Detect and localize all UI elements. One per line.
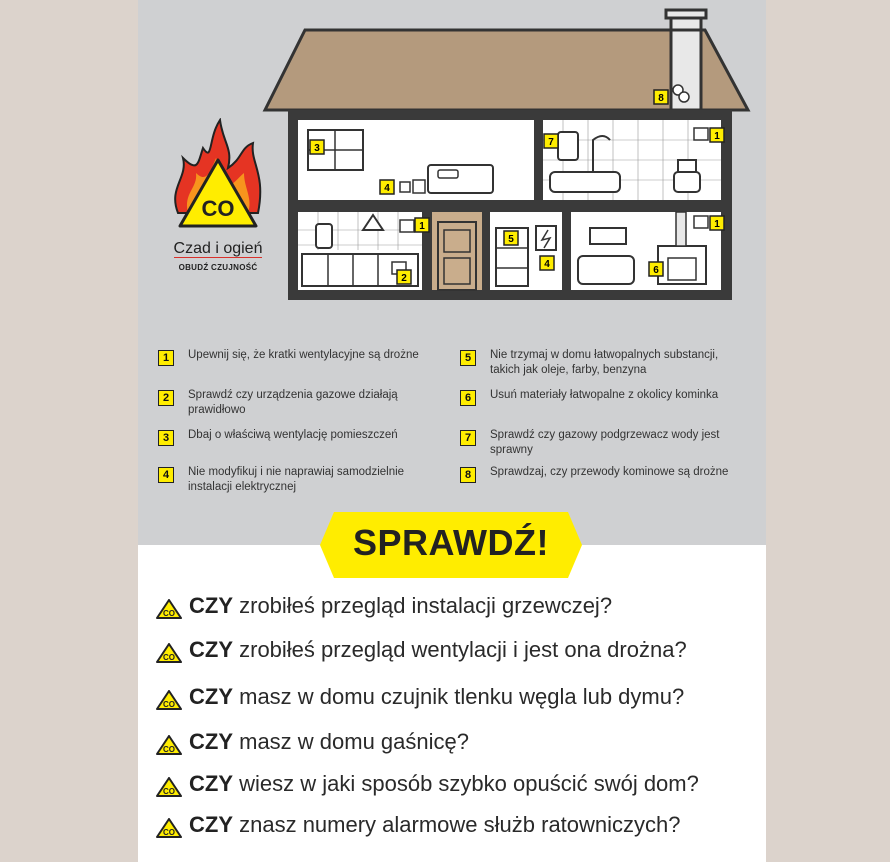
house-marker-4a [380, 180, 394, 194]
logo-subtitle: OBUDŹ CZUJNOŚĆ [178, 263, 258, 272]
tip-item [460, 348, 730, 380]
tip-number: 3 [158, 430, 174, 446]
tip-item [460, 388, 730, 420]
co-warning-icon [156, 777, 182, 797]
svg-text:4: 4 [544, 259, 550, 270]
tip-number: 1 [158, 350, 174, 366]
co-warning-icon [156, 735, 182, 755]
house-marker-8 [654, 90, 668, 104]
tip-item [158, 388, 428, 420]
banner-label: SPRAWDŹ! [353, 522, 549, 563]
svg-text:CO: CO [201, 196, 235, 221]
house-marker-1b [710, 216, 724, 230]
tip-number: 4 [158, 467, 174, 483]
checklist-section: CO CZY zrobiłeś przegląd instalacji grzewczej? CO CZY zrobiłeś przegląd wentylacji i jest ona drożna? CO CZY masz w domu czujnik tlenku węgla lub dymu? CO CZY masz w domu gaśnicę? CO CZY wiesz w jaki sposób szybko opuścić swój dom? CO CZY znasz numery alarmowe służb ratowniczych? [138, 545, 766, 862]
svg-text:5: 5 [508, 234, 514, 245]
tip-item [158, 465, 428, 497]
tip-text: Dbaj o właściwą wentylację pomieszczeń [188, 429, 398, 441]
tip-number: 7 [460, 430, 476, 446]
tip-number: 6 [460, 390, 476, 406]
tip-number: 5 [460, 350, 476, 366]
tip-text: Sprawdź czy urządzenia gazowe działają prawidłowo [188, 389, 398, 416]
tip-text: Sprawdzaj, czy przewody kominowe są drożne [490, 466, 729, 478]
poster [138, 0, 766, 862]
tip-item [158, 428, 428, 460]
svg-text:1: 1 [714, 219, 720, 230]
logo-title: Czad i ogień [173, 240, 263, 257]
svg-text:CO: CO [163, 828, 175, 837]
house-marker-1a [710, 128, 724, 142]
house-marker-1c [415, 218, 429, 232]
co-warning-icon [156, 690, 182, 710]
svg-text:4: 4 [384, 183, 390, 194]
house-marker-4b [540, 256, 554, 270]
house-marker-6 [649, 262, 663, 276]
co-warning-icon [156, 643, 182, 663]
svg-text:CO: CO [163, 609, 175, 618]
tip-text: Upewnij się, że kratki wentylacyjne są drożne [188, 349, 419, 361]
tip-number: 2 [158, 390, 174, 406]
svg-text:1: 1 [714, 131, 720, 142]
svg-text:3: 3 [314, 143, 320, 154]
svg-text:2: 2 [401, 273, 407, 284]
house-marker-2 [397, 270, 411, 284]
svg-text:8: 8 [658, 93, 664, 104]
tip-text: Usuń materiały łatwopalne z okolicy kominka [490, 389, 719, 401]
tip-text: Nie trzymaj w domu łatwopalnych substancji, takich jak oleje, farby, benzyna [490, 349, 719, 376]
co-logo [158, 118, 278, 278]
house-marker-5 [504, 231, 518, 245]
svg-text:6: 6 [653, 265, 659, 276]
svg-text:CO: CO [163, 787, 175, 796]
svg-text:7: 7 [548, 137, 554, 148]
tip-text: Nie modyfikuj i nie naprawiaj samodzielnie instalacji elektrycznej [188, 466, 405, 493]
sprawdz-banner [320, 512, 582, 578]
tip-item [460, 428, 730, 460]
house-marker-7 [544, 134, 558, 148]
svg-text:1: 1 [419, 221, 425, 232]
tip-number: 8 [460, 467, 476, 483]
co-warning-icon [156, 599, 182, 619]
tip-text: Sprawdź czy gazowy podgrzewacz wody jest sprawny [490, 429, 720, 456]
tip-item [158, 348, 428, 380]
fire-triangle-icon [158, 118, 278, 236]
svg-text:CO: CO [163, 700, 175, 709]
svg-text:CO: CO [163, 745, 175, 754]
house-marker-3 [310, 140, 324, 154]
svg-text:CO: CO [163, 653, 175, 662]
co-warning-icon [156, 818, 182, 838]
tip-item [460, 465, 730, 497]
